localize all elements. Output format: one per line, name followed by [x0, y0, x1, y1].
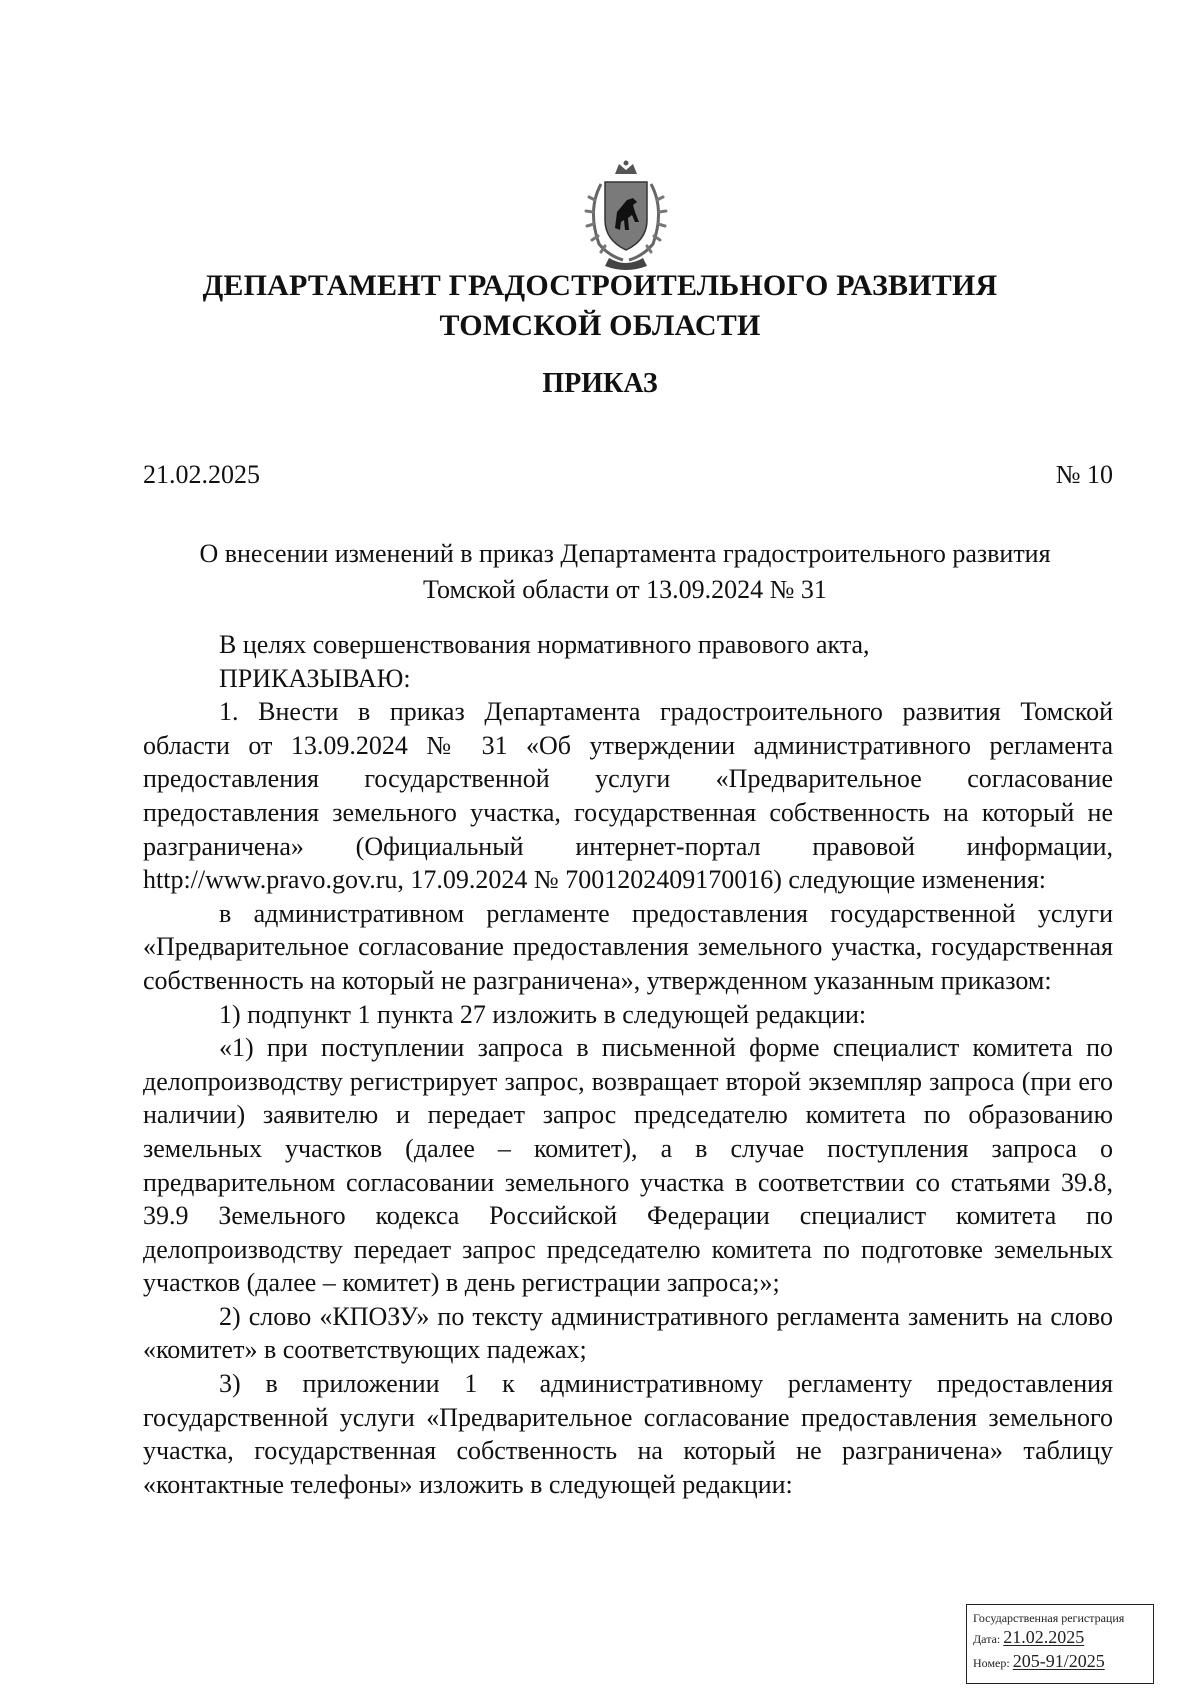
organization-name-line2: ТОМСКОЙ ОБЛАСТИ [439, 309, 761, 342]
registration-title: Государственная регистрация [973, 1611, 1125, 1625]
body-paragraph: ПРИКАЗЫВАЮ: [219, 663, 411, 693]
body-paragraph: «1) при поступлении запроса в письменной форме специалист комитета по делопроизводству регистрирует запрос, возвращает второй экземпляр запроса (при его наличии) заявителю и передает запрос председателю комитета по образованию земельных участков (далее – комитет), а в случае поступления запроса о предварительном согласовании земельного участка в соответствии со статьями 39.8, 39.9 Земельного кодекса Российской Федерации специалист комитета по делопроизводству передает запрос председателю комитета по подготовке земельных участков (далее – комитет) в день регистрации запроса;»; [143, 1033, 1113, 1298]
document-body [143, 628, 1113, 1501]
organization-name [140, 266, 1060, 346]
body-paragraph: в административном регламенте предоставления государственной услуги «Предварительное согласование предоставления земельного участка, государственная собственность на который не разграничена», утвержденном указанным приказом: [143, 898, 1113, 995]
document-title-line2: Томской области от 13.09.2024 № 31 [423, 575, 827, 604]
body-paragraph: 3) в приложении 1 к административному регламенту предоставления государственной услуги «Предварительное согласование предоставления земельного участка, государственная собственность на который не разграничена» таблицу «контактные телефоны» изложить в следующей редакции: [143, 1369, 1113, 1499]
registration-number-label: Номер: [973, 1656, 1010, 1670]
registration-date-label: Дата: [973, 1632, 1001, 1646]
body-paragraph: 2) слово «КПОЗУ» по тексту административного регламента заменить на слово «комитет» в соответствующих падежах; [143, 1301, 1113, 1365]
body-paragraph: 1. Внести в приказ Департамента градостроительного развития Томской области от 13.09.2024 № 31 «Об утверждении административного регламента предоставления государственной услуги «Предварительное согласование предоставления земельного участка, государственная собственность на который не разграничена» (Официальный интернет-портал правовой информации, http://www.pravo.gov.ru, 17.09.2024 № 7001202409170016) следующие изменения: [143, 697, 1113, 895]
registration-date-value: 21.02.2025 [1003, 1627, 1085, 1647]
document-type: ПРИКАЗ [542, 368, 658, 399]
registration-stamp [966, 1604, 1154, 1684]
document-title-line1: О внесении изменений в приказ Департамента градостроительного развития [199, 539, 1051, 568]
document-number: № 10 [1055, 460, 1113, 489]
registration-number-line [973, 1650, 1147, 1674]
body-paragraph: 1) подпункт 1 пункта 27 изложить в следующей редакции: [219, 999, 867, 1029]
coat-of-arms-icon [575, 160, 677, 272]
organization-name-line1: ДЕПАРТАМЕНТ ГРАДОСТРОИТЕЛЬНОГО РАЗВИТИЯ [202, 269, 998, 302]
registration-number-value: 205-91/2025 [1012, 1651, 1105, 1671]
body-paragraph: В целях совершенствования нормативного правового акта, [219, 630, 870, 659]
document-date: 21.02.2025 [143, 460, 260, 489]
registration-date-line [973, 1626, 1147, 1650]
document-title [140, 536, 1110, 608]
